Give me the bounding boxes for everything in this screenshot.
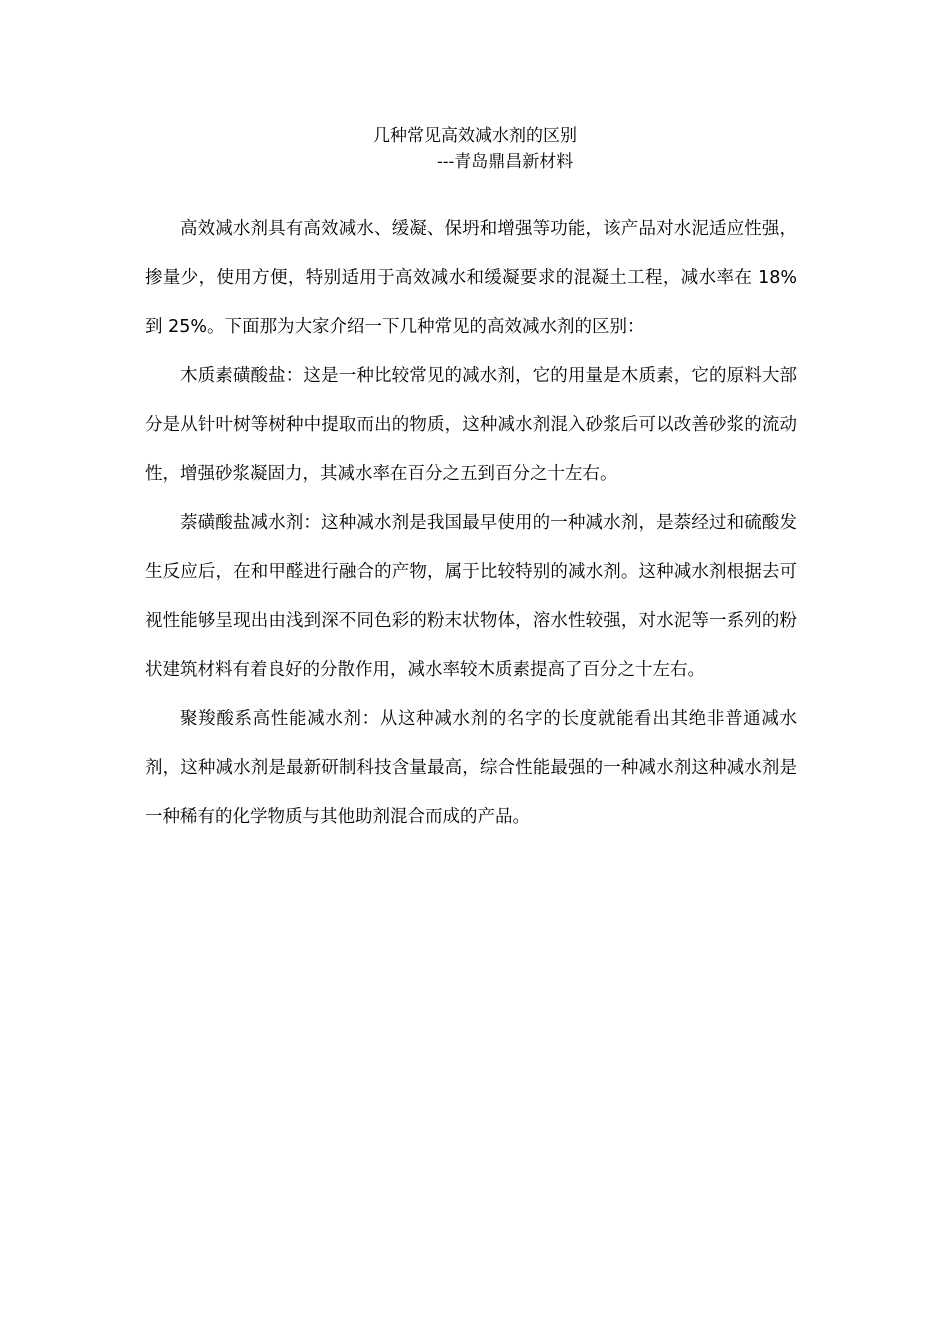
paragraph-lignosulfonate: 木质素磺酸盐：这是一种比较常见的减水剂，它的用量是木质素，它的原料大部分是从针叶树等树种中提取而出的物质，这种减水剂混入砂浆后可以改善砂浆的流动性，增强砂浆凝固力，其减水率在百分之五到百分之十左右。: [145, 366, 797, 484]
paragraph-intro: 高效减水剂具有高效减水、缓凝、保坍和增强等功能，该产品对水泥适应性强，掺量少，使用方便，特别适用于高效减水和缓凝要求的混凝土工程，减水率在 18%到 25%。下面那为大家介绍一下几种常见的高效减水剂的区别：: [145, 219, 797, 337]
document-title: 几种常见高效减水剂的区别: [373, 126, 577, 146]
document-subtitle: ---青岛鼎昌新材料: [437, 152, 574, 172]
paragraph-naphthalene-sulfonate: 萘磺酸盐减水剂：这种减水剂是我国最早使用的一种减水剂，是萘经过和硫酸发生反应后，在和甲醛进行融合的产物，属于比较特别的减水剂。这种减水剂根据去可视性能够呈现出由浅到深不同色彩的粉末状物体，溶水性较强，对水泥等一系列的粉状建筑材料有着良好的分散作用，减水率较木质素提高了百分之十左右。: [145, 513, 797, 680]
document-body: [145, 205, 797, 842]
paragraph-polycarboxylate: 聚羧酸系高性能减水剂：从这种减水剂的名字的长度就能看出其绝非普通减水剂，这种减水剂是最新研制科技含量最高，综合性能最强的一种减水剂这种减水剂是一种稀有的化学物质与其他助剂混合而成的产品。: [145, 709, 797, 827]
